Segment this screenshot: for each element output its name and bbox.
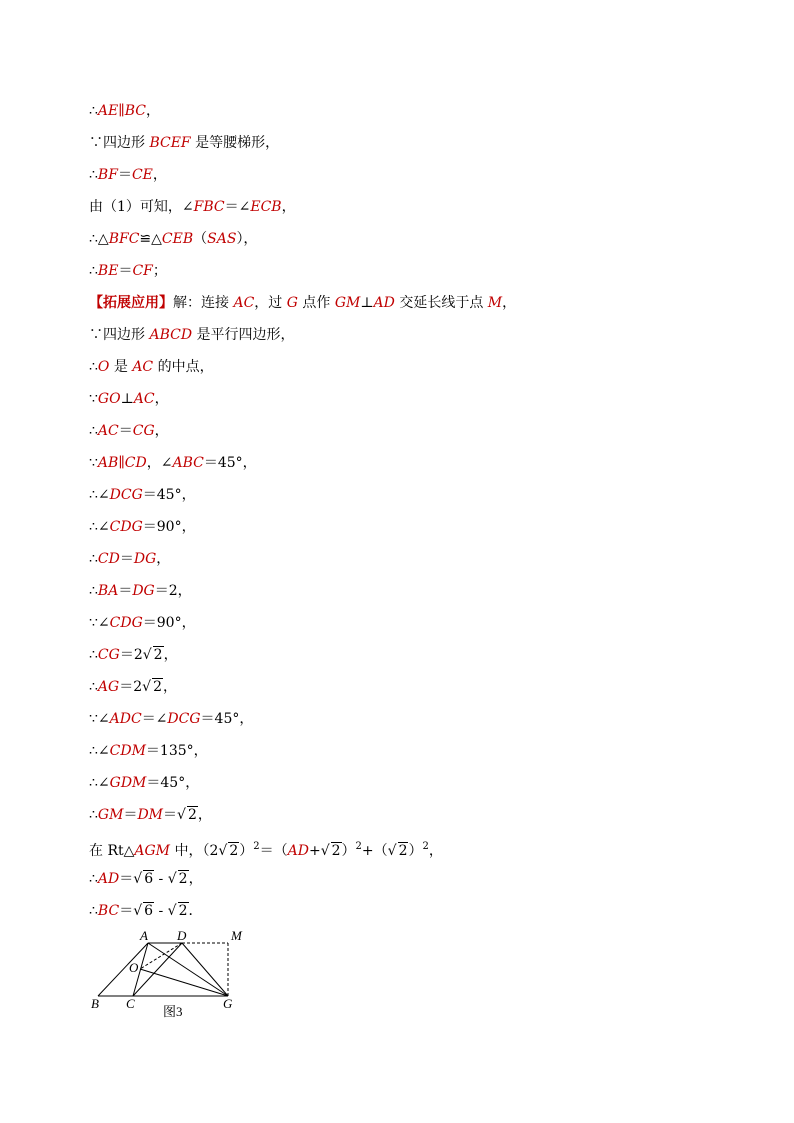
point-label-b: B: [91, 996, 99, 1011]
point-label-c: C: [126, 996, 135, 1011]
solution-line-23: ∴GM＝DM＝√ 2，: [89, 804, 212, 826]
solution-line-10: ∵GO⊥AC，: [89, 391, 169, 407]
solution-line-8: ∵四边形 ABCD 是平行四边形，: [89, 327, 295, 343]
point-label-m: M: [231, 928, 242, 943]
solution-line-9: ∴O 是 AC 的中点，: [89, 359, 214, 375]
point-label-a: A: [140, 928, 148, 943]
solution-line-15: ∴CD＝DG，: [89, 551, 171, 567]
solution-line-13: ∴∠DCG＝45°，: [89, 487, 196, 503]
solution-line-5: ∴△BFC≌△CEB（SAS），: [89, 231, 258, 247]
solution-line-3: ∴BF＝CE，: [89, 167, 167, 183]
solution-line-21: ∴∠CDM＝135°，: [89, 743, 208, 759]
point-label-g: G: [223, 996, 233, 1011]
geometry-figure-3: [88, 928, 258, 1023]
solution-line-26: ∴BC＝√ 6 - √ 2．: [89, 900, 203, 922]
solution-line-6: ∴BE＝CF；: [89, 263, 167, 279]
solution-line-2: ∵四边形 BCEF 是等腰梯形，: [89, 135, 280, 151]
solution-line-18: ∴CG＝2√ 2，: [89, 644, 178, 666]
solution-line-22: ∴∠GDM＝45°，: [89, 775, 200, 791]
solution-line-14: ∴∠CDG＝90°，: [89, 519, 196, 535]
solution-line-25: ∴AD＝√ 6 - √ 2，: [89, 868, 203, 890]
solution-line-4: 由（1）可知，∠FBC＝∠ECB，: [89, 199, 296, 215]
solution-line-12: ∵AB∥CD，∠ABC＝45°，: [89, 455, 257, 471]
figure-caption: 图3: [163, 1004, 183, 1019]
solution-line-7: 【拓展应用】解：连接 AC，过 G 点作 GM⊥AD 交延长线于点 M，: [89, 295, 517, 311]
solution-line-19: ∴AG＝2√ 2，: [89, 676, 177, 698]
solution-line-17: ∵∠CDG＝90°，: [89, 615, 196, 631]
solution-line-20: ∵∠ADC＝∠DCG＝45°，: [89, 711, 254, 727]
solution-line-1: ∴AE∥BC，: [89, 103, 160, 119]
point-label-d: D: [177, 928, 187, 943]
solution-line-11: ∴AC＝CG，: [89, 423, 169, 439]
point-label-o: O: [129, 960, 139, 975]
solution-line-24: 在 Rt△AGM 中，（2√ 2）$^2$＝（AD+√ 2）$^2$+（√ 2）$^2$，: [89, 836, 443, 858]
solution-line-16: ∴BA＝DG＝2，: [89, 583, 192, 599]
